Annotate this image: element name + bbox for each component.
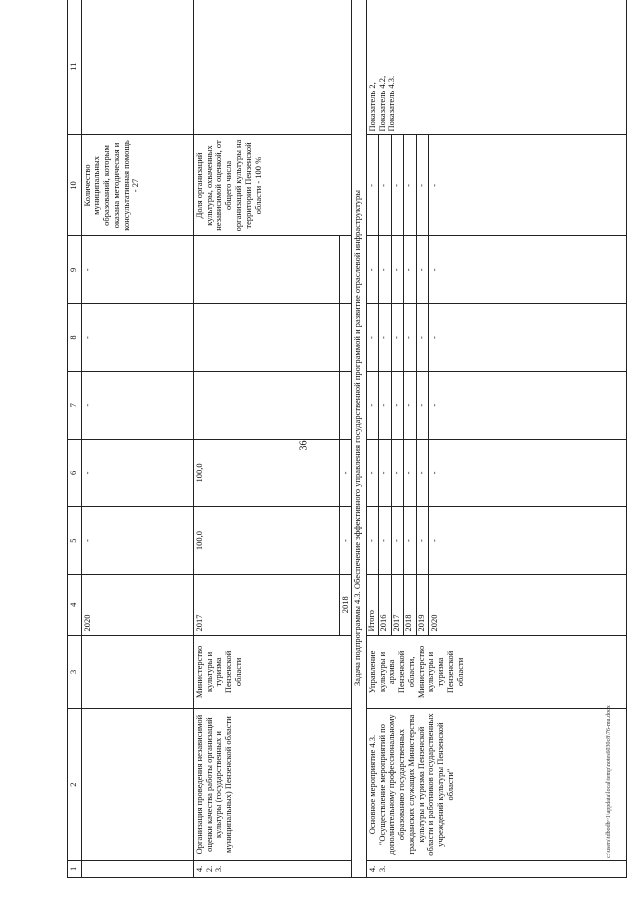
cell-value: -: [81, 304, 193, 372]
col-num-3: 3: [68, 635, 82, 709]
table-row: [366, 0, 378, 878]
cell-row-number: 4.2.3.: [193, 860, 351, 877]
cell-empty: [81, 860, 193, 877]
cell-executor: [366, 635, 626, 709]
cell-value: -: [429, 236, 627, 304]
indicator-3: Показатель 4.3.: [386, 75, 397, 132]
cell-value: -: [416, 507, 428, 575]
cell-value: -: [339, 439, 351, 507]
cell-value: -: [379, 135, 391, 236]
cell-value: -: [366, 507, 378, 575]
cell-value: -: [366, 236, 378, 304]
cell-year: 2020: [81, 574, 193, 635]
executor-2: Министерство культуры и туризма Пензенской области: [415, 645, 465, 699]
cell-value: -: [379, 507, 391, 575]
cell-value: -: [379, 371, 391, 439]
section-title: Задача подпрограммы 4.3. Обеспечение эффективного управления государственной программой и развитие отраслевой инфраструктуры: [352, 0, 367, 878]
executor-1: Управление культуры и архива Пензенской области,: [366, 650, 416, 694]
cell-empty: [193, 236, 339, 304]
col-num-5: 5: [68, 507, 82, 575]
cell-value: -: [391, 304, 403, 372]
cell-year: 2018: [339, 574, 351, 635]
cell-value: -: [81, 236, 193, 304]
cell-value: -: [366, 135, 378, 236]
cell-value: -: [391, 236, 403, 304]
section-row: [352, 0, 367, 878]
cell-value: -: [81, 371, 193, 439]
cell-empty: [193, 371, 339, 439]
col-num-6: 6: [68, 439, 82, 507]
cell-value: -: [416, 135, 428, 236]
col-num-11: 11: [68, 0, 82, 135]
cell-measure-name: Основное мероприятие 4.3. "Осуществление мероприятий по дополнительному профессиональному образованию государственных гражданских служащих Министерства культуры и туризма Пензенской области и работников государственных учреждений культуры Пензенской области": [366, 709, 626, 861]
cell-empty: [339, 304, 351, 372]
cell-year: Итого: [366, 574, 378, 635]
cell-empty: [339, 371, 351, 439]
cell-empty: [81, 635, 193, 709]
cell-row-number: 4.3.: [366, 860, 626, 877]
cell-value: -: [416, 236, 428, 304]
table-row: [81, 0, 193, 878]
footer-file-path: c:\users\tdbodb~1\appdata\local\temp\notes6030c8\76-mu.docx: [606, 705, 612, 858]
col-num-4: 4: [68, 574, 82, 635]
cell-year: 2018: [404, 574, 416, 635]
cell-indicators: [366, 0, 626, 135]
cell-year: 2017: [391, 574, 403, 635]
cell-value: -: [379, 304, 391, 372]
cell-year: 2017: [193, 574, 339, 635]
cell-value: -: [404, 135, 416, 236]
rotated-table-container: [67, 0, 627, 878]
cell-value: -: [81, 439, 193, 507]
cell-indicator-text: Количество муниципальных образований, которым оказана методическая и консультативная помощь - 27: [81, 135, 193, 236]
cell-empty: [81, 0, 193, 135]
cell-value: -: [391, 135, 403, 236]
cell-value: -: [379, 439, 391, 507]
cell-value: -: [339, 507, 351, 575]
page-number: 36: [298, 440, 310, 451]
cell-value: -: [429, 304, 627, 372]
cell-value: -: [404, 371, 416, 439]
cell-value: -: [366, 371, 378, 439]
cell-value: -: [391, 439, 403, 507]
cell-value: -: [429, 135, 627, 236]
col-num-10: 10: [68, 135, 82, 236]
cell-value: -: [404, 304, 416, 372]
cell-indicator-text: Доля организаций культуры, охваченных независимой оценкой, от общего числа организаций культуры на территории Пензенской области - 100 %: [193, 135, 351, 236]
col-num-8: 8: [68, 304, 82, 372]
cell-value: -: [366, 439, 378, 507]
cell-value: -: [416, 439, 428, 507]
col-num-1: 1: [68, 860, 82, 877]
cell-value: -: [81, 507, 193, 575]
cell-value: -: [379, 236, 391, 304]
cell-value: -: [429, 439, 627, 507]
cell-value: -: [429, 507, 627, 575]
cell-executor: Министерство культуры и туризма Пензенской области: [193, 635, 351, 709]
cell-year: 2019: [416, 574, 428, 635]
cell-value: -: [404, 439, 416, 507]
cell-value: -: [404, 507, 416, 575]
cell-empty: [81, 709, 193, 861]
col-num-7: 7: [68, 371, 82, 439]
cell-year: 2016: [379, 574, 391, 635]
col-num-9: 9: [68, 236, 82, 304]
cell-empty: [193, 0, 351, 135]
col-num-2: 2: [68, 709, 82, 861]
cell-value: 100,0: [193, 507, 339, 575]
table-row: [193, 0, 339, 878]
cell-value: -: [391, 507, 403, 575]
cell-value: -: [429, 371, 627, 439]
cell-value: -: [404, 236, 416, 304]
cell-value: 100,0: [193, 439, 339, 507]
cell-empty: [193, 304, 339, 372]
column-number-row: [68, 0, 82, 878]
cell-value: -: [416, 371, 428, 439]
cell-value: -: [391, 371, 403, 439]
cell-measure-name: Организация проведения независимой оценки качества работы организаций культуры (государственных и муниципальных) Пензенской области: [193, 709, 351, 861]
cell-value: -: [366, 304, 378, 372]
cell-year: 2020: [429, 574, 627, 635]
cell-value: -: [416, 304, 428, 372]
indicator-1: Показатель 2,: [366, 82, 377, 132]
indicator-2: Показатель 4.2,: [376, 75, 387, 132]
cell-empty: [339, 236, 351, 304]
program-table: [67, 0, 627, 878]
